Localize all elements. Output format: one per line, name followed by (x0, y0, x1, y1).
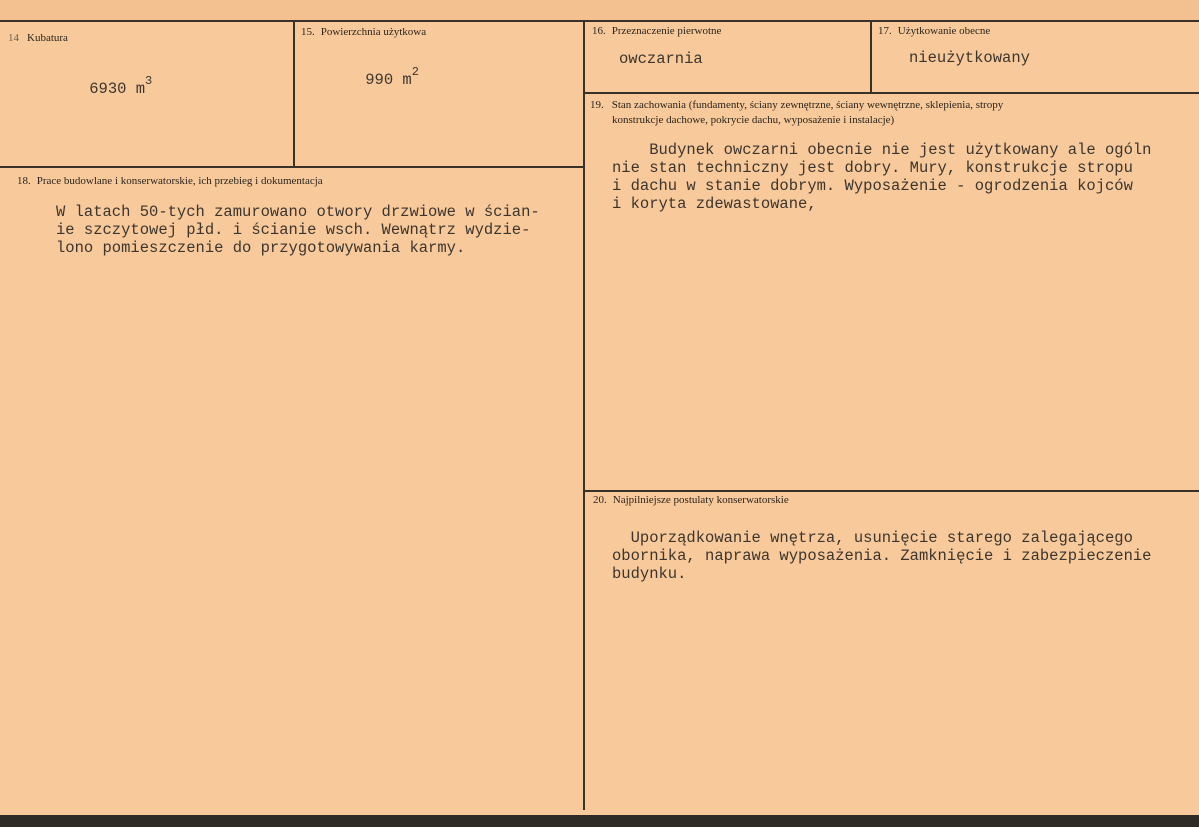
divider-row-19 (583, 92, 1199, 94)
field-15-label: 15. Powierzchnia użytkowa (301, 26, 427, 38)
field-14-label: 14 Kubatura (8, 32, 68, 44)
field-15-value: 990 $m^2$ (365, 65, 419, 89)
divider-row-18 (0, 166, 584, 168)
divider-main (583, 20, 585, 810)
card-bottom-edge (0, 815, 1199, 827)
field-16-value: owczarnia (619, 50, 703, 68)
field-19-text-line-2: nie stan techniczny jest dobry. Mury, konstrukcje stropu (612, 159, 1133, 177)
divider-row-20 (583, 490, 1199, 492)
field-19-label: 19. Stan zachowania (fundamenty, ściany zewnętrzne, ściany wewnętrzne, sklepienia, stropy (590, 99, 1004, 111)
field-17-value: nieużytkowany (909, 49, 1030, 67)
field-14-value: 6930 $m^3$ (89, 74, 153, 98)
field-18-label: 18. Prace budowlane i konserwatorskie, ich przebieg i dokumentacja (17, 175, 323, 187)
field-17-label: 17. Użytkowanie obecne (878, 25, 991, 37)
divider-14-15 (293, 20, 295, 167)
field-20-text-line-1: Uporządkowanie wnętrza, usunięcie starego zalegającego (612, 529, 1133, 547)
field-18-text-line-1: W latach 50-tych zamurowano otwory drzwiowe w ścian- (56, 203, 540, 221)
field-18-text-line-2: ie szczytowej płd. i ścianie wsch. Wewnątrz wydzie- (56, 221, 531, 239)
field-19-text-line-3: i dachu w stanie dobrym. Wyposażenie - ogrodzenia kojców (612, 177, 1133, 195)
field-20-label: 20. Najpilniejsze postulaty konserwatorskie (593, 494, 789, 506)
top-border (0, 20, 1199, 22)
field-18-text-line-3: lono pomieszczenie do przygotowywania karmy. (56, 239, 466, 257)
card-top-edge (0, 0, 1199, 20)
field-16-label: 16. Przeznaczenie pierwotne (592, 25, 722, 37)
field-19-label-cont: konstrukcje dachowe, pokrycie dachu, wyposażenie i instalacje) (612, 114, 895, 126)
field-19-text-line-4: i koryta zdewastowane, (612, 195, 817, 213)
field-20-text-line-3: budynku. (612, 565, 687, 583)
field-20-text-line-2: obornika, naprawa wyposażenia. Zamknięcie i zabezpieczenie (612, 547, 1152, 565)
field-19-text-line-1: Budynek owczarni obecnie nie jest użytkowany ale ogóln (612, 141, 1152, 159)
divider-16-17 (870, 20, 872, 92)
